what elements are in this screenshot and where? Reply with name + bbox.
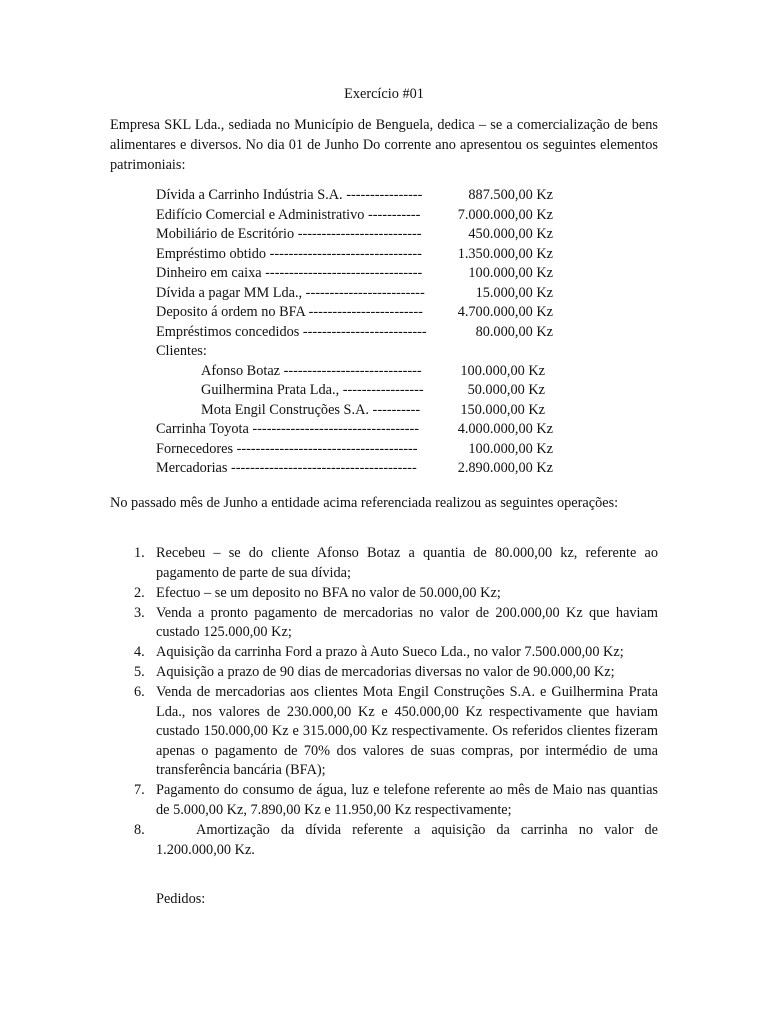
asset-label: Empréstimo obtido -------------------------------- (156, 245, 422, 262)
operations-list (110, 544, 658, 861)
asset-item (156, 186, 576, 206)
asset-item (156, 323, 576, 343)
operation-item (110, 604, 658, 643)
operation-text: Pagamento do consumo de água, luz e telefone referente ao mês de Maio nas quantias de 5.000,00 Kz, 7.890,00 Kz e 11.950,00 Kz respectivamente; (156, 782, 658, 819)
operation-number: 4. (134, 644, 145, 661)
asset-label: Dívida a Carrinho Indústria S.A. ---------------- (156, 187, 423, 203)
operation-number-wrap (110, 781, 156, 820)
asset-item (156, 225, 576, 245)
asset-value: 1.350.000,00 Kz (457, 245, 553, 262)
asset-value: 100.000,00 Kz (460, 362, 545, 379)
operation-number-wrap (110, 663, 156, 683)
operation-text: Aquisição a prazo de 90 dias de mercadorias diversas no valor de 90.000,00 Kz; (156, 664, 615, 681)
asset-value: 4.000.000,00 Kz (457, 421, 553, 437)
operation-number-wrap (110, 584, 156, 604)
asset-label: Mobiliário de Escritório -------------------------- (156, 226, 422, 242)
asset-label: Edifício Comercial e Administrativo ----------- (156, 206, 421, 223)
asset-label: Fornecedores -------------------------------------- (156, 440, 418, 457)
operation-number: 5. (134, 664, 145, 681)
operation-item (110, 663, 658, 683)
asset-value: 2.890.000,00 Kz (457, 460, 553, 476)
asset-label: Dinheiro em caixa --------------------------------- (156, 265, 423, 281)
operation-item (110, 584, 658, 604)
asset-item (156, 206, 576, 226)
client-item (156, 401, 576, 421)
operation-number-wrap (110, 604, 156, 643)
asset-item (156, 284, 576, 304)
asset-label: Afonso Botaz ----------------------------- (201, 362, 422, 379)
operation-item (110, 781, 658, 820)
operation-number: 2. (134, 584, 145, 601)
operation-item (110, 643, 658, 663)
operation-number: 3. (134, 604, 145, 621)
operation-number: 8. (134, 822, 145, 839)
client-item (156, 381, 576, 401)
asset-label: Deposito á ordem no BFA ------------------------ (156, 304, 423, 320)
asset-label: Mercadorias --------------------------------------- (156, 460, 417, 476)
asset-value: 100.000,00 Kz (468, 440, 553, 457)
asset-item (156, 264, 576, 284)
asset-value: 887.500,00 Kz (468, 187, 553, 203)
operation-item (110, 544, 658, 583)
operation-item (110, 683, 658, 781)
asset-label: Clientes: (156, 343, 207, 359)
operation-number-wrap (110, 821, 156, 860)
operation-text: Efectuo – se um deposito no BFA no valor de 50.000,00 Kz; (156, 584, 501, 601)
asset-item (156, 342, 576, 362)
asset-value: 15.000,00 Kz (475, 284, 553, 301)
operation-number-wrap (110, 683, 156, 781)
exercise-title: Exercício #01 (344, 86, 424, 102)
operation-text: Aquisição da carrinha Ford a prazo à Auto Sueco Lda., no valor 7.500.000,00 Kz; (156, 644, 624, 661)
asset-item (156, 420, 576, 440)
asset-value: 80.000,00 Kz (475, 323, 553, 340)
asset-item (156, 459, 576, 479)
asset-item (156, 245, 576, 265)
operation-number: 1. (134, 545, 145, 561)
asset-item (156, 440, 576, 460)
pedidos-heading: Pedidos: (156, 891, 206, 907)
client-item (156, 362, 576, 382)
operation-text: Venda a pronto pagamento de mercadorias no valor de 200.000,00 Kz que haviam custado 125.000,00 Kz; (156, 604, 658, 641)
asset-label: Dívida a pagar MM Lda., ------------------------- (156, 284, 425, 301)
intro-paragraph: Empresa SKL Lda., sediada no Município de Benguela, dedica – se a comercialização de bens alimentares e diversos. No dia 01 de Junho Do corrente ano apresentou os seguintes elementos patrimoniais: (110, 117, 658, 173)
operations-intro: No passado mês de Junho a entidade acima referenciada realizou as seguintes operações: (110, 495, 619, 511)
asset-label: Guilhermina Prata Lda., ----------------- (201, 382, 424, 398)
operation-number: 7. (134, 782, 145, 799)
operation-text: Amortização da dívida referente a aquisição da carrinha no valor de 1.200.000,00 Kz. (156, 822, 658, 858)
operation-text: Recebeu – se do cliente Afonso Botaz a quantia de 80.000,00 kz, referente ao pagamento de parte de sua dívida; (156, 545, 658, 581)
asset-label: Carrinha Toyota ----------------------------------- (156, 421, 420, 437)
asset-item (156, 303, 576, 323)
asset-value: 7.000.000,00 Kz (457, 206, 553, 223)
operation-number: 6. (134, 684, 145, 701)
operation-item (110, 821, 658, 860)
operation-number-wrap (110, 544, 156, 583)
operation-number-wrap (110, 643, 156, 663)
asset-list (156, 186, 576, 479)
operation-text: Venda de mercadorias aos clientes Mota Engil Construções S.A. e Guilhermina Prata Lda., nos valores de 230.000,00 Kz e 450.000,00 Kz respectivamente que haviam custado 150.000,00 Kz e 315.000,00 Kz respectivamente. Os referidos clientes fizeram apenas o pagamento de 70% dos valores de suas compras, por intermédio de uma transferência bancária (BFA); (156, 684, 658, 779)
asset-value: 150.000,00 Kz (460, 401, 545, 418)
asset-value: 100.000,00 Kz (468, 265, 553, 281)
asset-value: 450.000,00 Kz (468, 226, 553, 242)
asset-label: Mota Engil Construções S.A. ---------- (201, 401, 421, 418)
asset-label: Empréstimos concedidos -------------------------- (156, 323, 427, 340)
asset-value: 50.000,00 Kz (467, 382, 545, 398)
asset-value: 4.700.000,00 Kz (457, 304, 553, 320)
